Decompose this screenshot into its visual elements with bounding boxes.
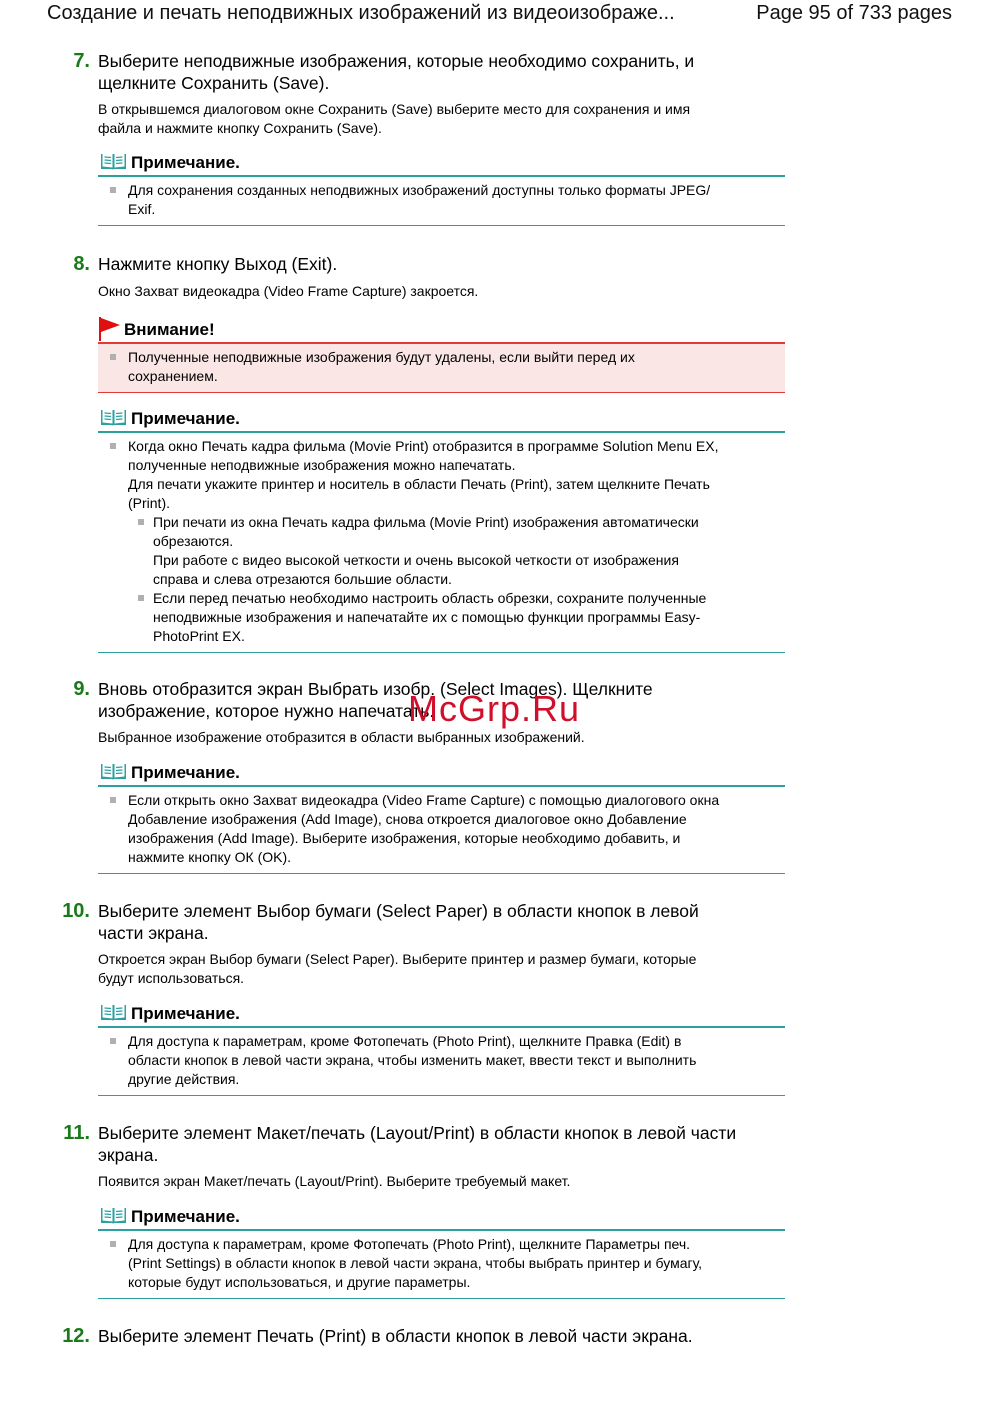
flag-icon	[98, 316, 122, 342]
note-line: Для печати укажите принтер и носитель в области Печать (Print), затем щелкните Печать	[128, 476, 710, 492]
step-description-line: Откроется экран Выбор бумаги (Select Paper). Выберите принтер и размер бумаги, которые	[98, 951, 697, 967]
note-line: (Print).	[128, 495, 170, 511]
note-box	[98, 1002, 785, 1096]
note-header	[98, 761, 785, 787]
note-line: Для доступа к параметрам, кроме Фотопечать (Photo Print), щелкните Параметры печ.	[128, 1236, 691, 1252]
note-body	[98, 787, 785, 874]
note-line: PhotoPrint EX.	[153, 628, 245, 644]
note-body	[98, 433, 785, 653]
note-line: При печати из окна Печать кадра фильма (Movie Print) изображения автоматически	[153, 514, 699, 530]
step-title-line: Вновь отобразится экран Выбрать изобр. (Select Images). Щелкните	[98, 679, 653, 699]
note-box	[98, 761, 785, 874]
watermark-logo: McGrp.Ru	[408, 688, 581, 729]
note-line: Если перед печатью необходимо настроить область обрезки, сохраните полученные	[153, 590, 707, 606]
warning-header	[98, 318, 785, 344]
step-title	[98, 50, 788, 94]
book-icon	[100, 1205, 127, 1225]
step-description	[98, 728, 758, 747]
note-line: Когда окно Печать кадра фильма (Movie Print) отобразится в программе Solution Menu EX,	[128, 438, 719, 454]
step-title-line: части экрана.	[98, 923, 209, 943]
note-line: Если открыть окно Захват видеокадра (Video Frame Capture) с помощью диалогового окна	[128, 792, 720, 808]
step-title-line: изображение, которое нужно напечатать.	[98, 701, 435, 721]
step-number: 7.	[73, 50, 90, 72]
step-description-line: Выбранное изображение отобразится в области выбранных изображений.	[98, 729, 585, 745]
note-line: которые будут использоваться, и другие параметры.	[128, 1274, 471, 1290]
note-title: Примечание.	[131, 1004, 240, 1023]
step-title-line: Выберите элемент Печать (Print) в области кнопок в левой части экрана.	[98, 1326, 693, 1346]
step-number: 10.	[62, 900, 90, 922]
note-body	[98, 1231, 785, 1299]
note-title: Примечание.	[131, 763, 240, 782]
list-item	[98, 181, 785, 219]
document-title: Создание и печать неподвижных изображений из видеоизображе...	[47, 2, 675, 24]
note-title: Примечание.	[131, 153, 240, 172]
note-line: Для сохранения созданных неподвижных изображений доступны только форматы JPEG/	[128, 182, 711, 198]
note-line: (Print Settings) в области кнопок в левой части экрана, чтобы выбрать принтер и бумагу,	[128, 1255, 703, 1271]
step-description	[98, 282, 758, 301]
note-header	[98, 1205, 785, 1231]
step-number: 8.	[73, 253, 90, 275]
note-line: Добавление изображения (Add Image), снова откроется диалоговое окно Добавление	[128, 811, 687, 827]
sub-list-item	[128, 513, 785, 589]
note-line: справа и слева отрезаются большие области.	[153, 571, 452, 587]
step-title-line: Выберите элемент Макет/печать (Layout/Print) в области кнопок в левой части	[98, 1123, 737, 1143]
note-line: Для доступа к параметрам, кроме Фотопечать (Photo Print), щелкните Правка (Edit) в	[128, 1033, 682, 1049]
note-header	[98, 407, 785, 433]
step-description	[98, 100, 758, 138]
warning-body	[98, 344, 785, 393]
note-line: другие действия.	[128, 1071, 240, 1087]
note-line: При работе с видео высокой четкости и очень высокой четкости от изображения	[153, 552, 679, 568]
step-number: 9.	[73, 678, 90, 700]
step-title	[98, 253, 788, 275]
note-line: изображения (Add Image). Выберите изображения, которые необходимо добавить, и	[128, 830, 681, 846]
note-line: Exif.	[128, 201, 156, 217]
step-title	[98, 1122, 788, 1166]
list-item	[98, 348, 785, 386]
step-number: 11.	[63, 1122, 90, 1144]
page-indicator: Page 95 of 733 pages	[756, 2, 952, 24]
note-header	[98, 1002, 785, 1028]
list-item	[98, 1032, 785, 1089]
note-line: области кнопок в левой части экрана, чтобы изменить макет, ввести текст и выполнить	[128, 1052, 697, 1068]
step-title-line: Выберите элемент Выбор бумаги (Select Paper) в области кнопок в левой	[98, 901, 699, 921]
step-description-line: В открывшемся диалоговом окне Сохранить (Save) выберите место для сохранения и имя	[98, 101, 691, 117]
list-item	[98, 791, 785, 867]
note-line: обрезаются.	[153, 533, 234, 549]
list-item	[98, 1235, 785, 1292]
note-body	[98, 177, 785, 226]
step-description-line: будут использоваться.	[98, 970, 245, 986]
book-icon	[100, 761, 127, 781]
note-box	[98, 151, 785, 226]
step-title-line: щелкните Сохранить (Save).	[98, 73, 330, 93]
note-box	[98, 407, 785, 653]
sub-list-item	[128, 589, 785, 646]
list-item	[98, 437, 785, 646]
step-description	[98, 1172, 758, 1191]
step-description-line: Появится экран Макет/печать (Layout/Print). Выберите требуемый макет.	[98, 1173, 571, 1189]
warning-line: Полученные неподвижные изображения будут удалены, если выйти перед их	[128, 349, 635, 365]
note-header	[98, 151, 785, 177]
step-description-line: Окно Захват видеокадра (Video Frame Capture) закроется.	[98, 283, 479, 299]
step-description-line: файла и нажмите кнопку Сохранить (Save).	[98, 120, 382, 136]
note-title: Примечание.	[131, 409, 240, 428]
book-icon	[100, 407, 127, 427]
warning-line: сохранением.	[128, 368, 218, 384]
step-title-line: экрана.	[98, 1145, 159, 1165]
book-icon	[100, 151, 127, 171]
step-description	[98, 950, 758, 988]
note-line: неподвижные изображения и напечатайте их с помощью функции программы Easy-	[153, 609, 701, 625]
step-title	[98, 900, 788, 944]
note-box	[98, 1205, 785, 1299]
warning-box	[98, 318, 785, 393]
step-number: 12.	[62, 1325, 90, 1347]
step-title	[98, 1325, 788, 1347]
step-title-line: Выберите неподвижные изображения, которые необходимо сохранить, и	[98, 51, 695, 71]
note-line: нажмите кнопку ОК (OK).	[128, 849, 292, 865]
note-body	[98, 1028, 785, 1096]
note-title: Примечание.	[131, 1207, 240, 1226]
book-icon	[100, 1002, 127, 1022]
note-line: полученные неподвижные изображения можно напечатать.	[128, 457, 516, 473]
warning-title: Внимание!	[124, 320, 215, 339]
step-title-line: Нажмите кнопку Выход (Exit).	[98, 254, 338, 274]
